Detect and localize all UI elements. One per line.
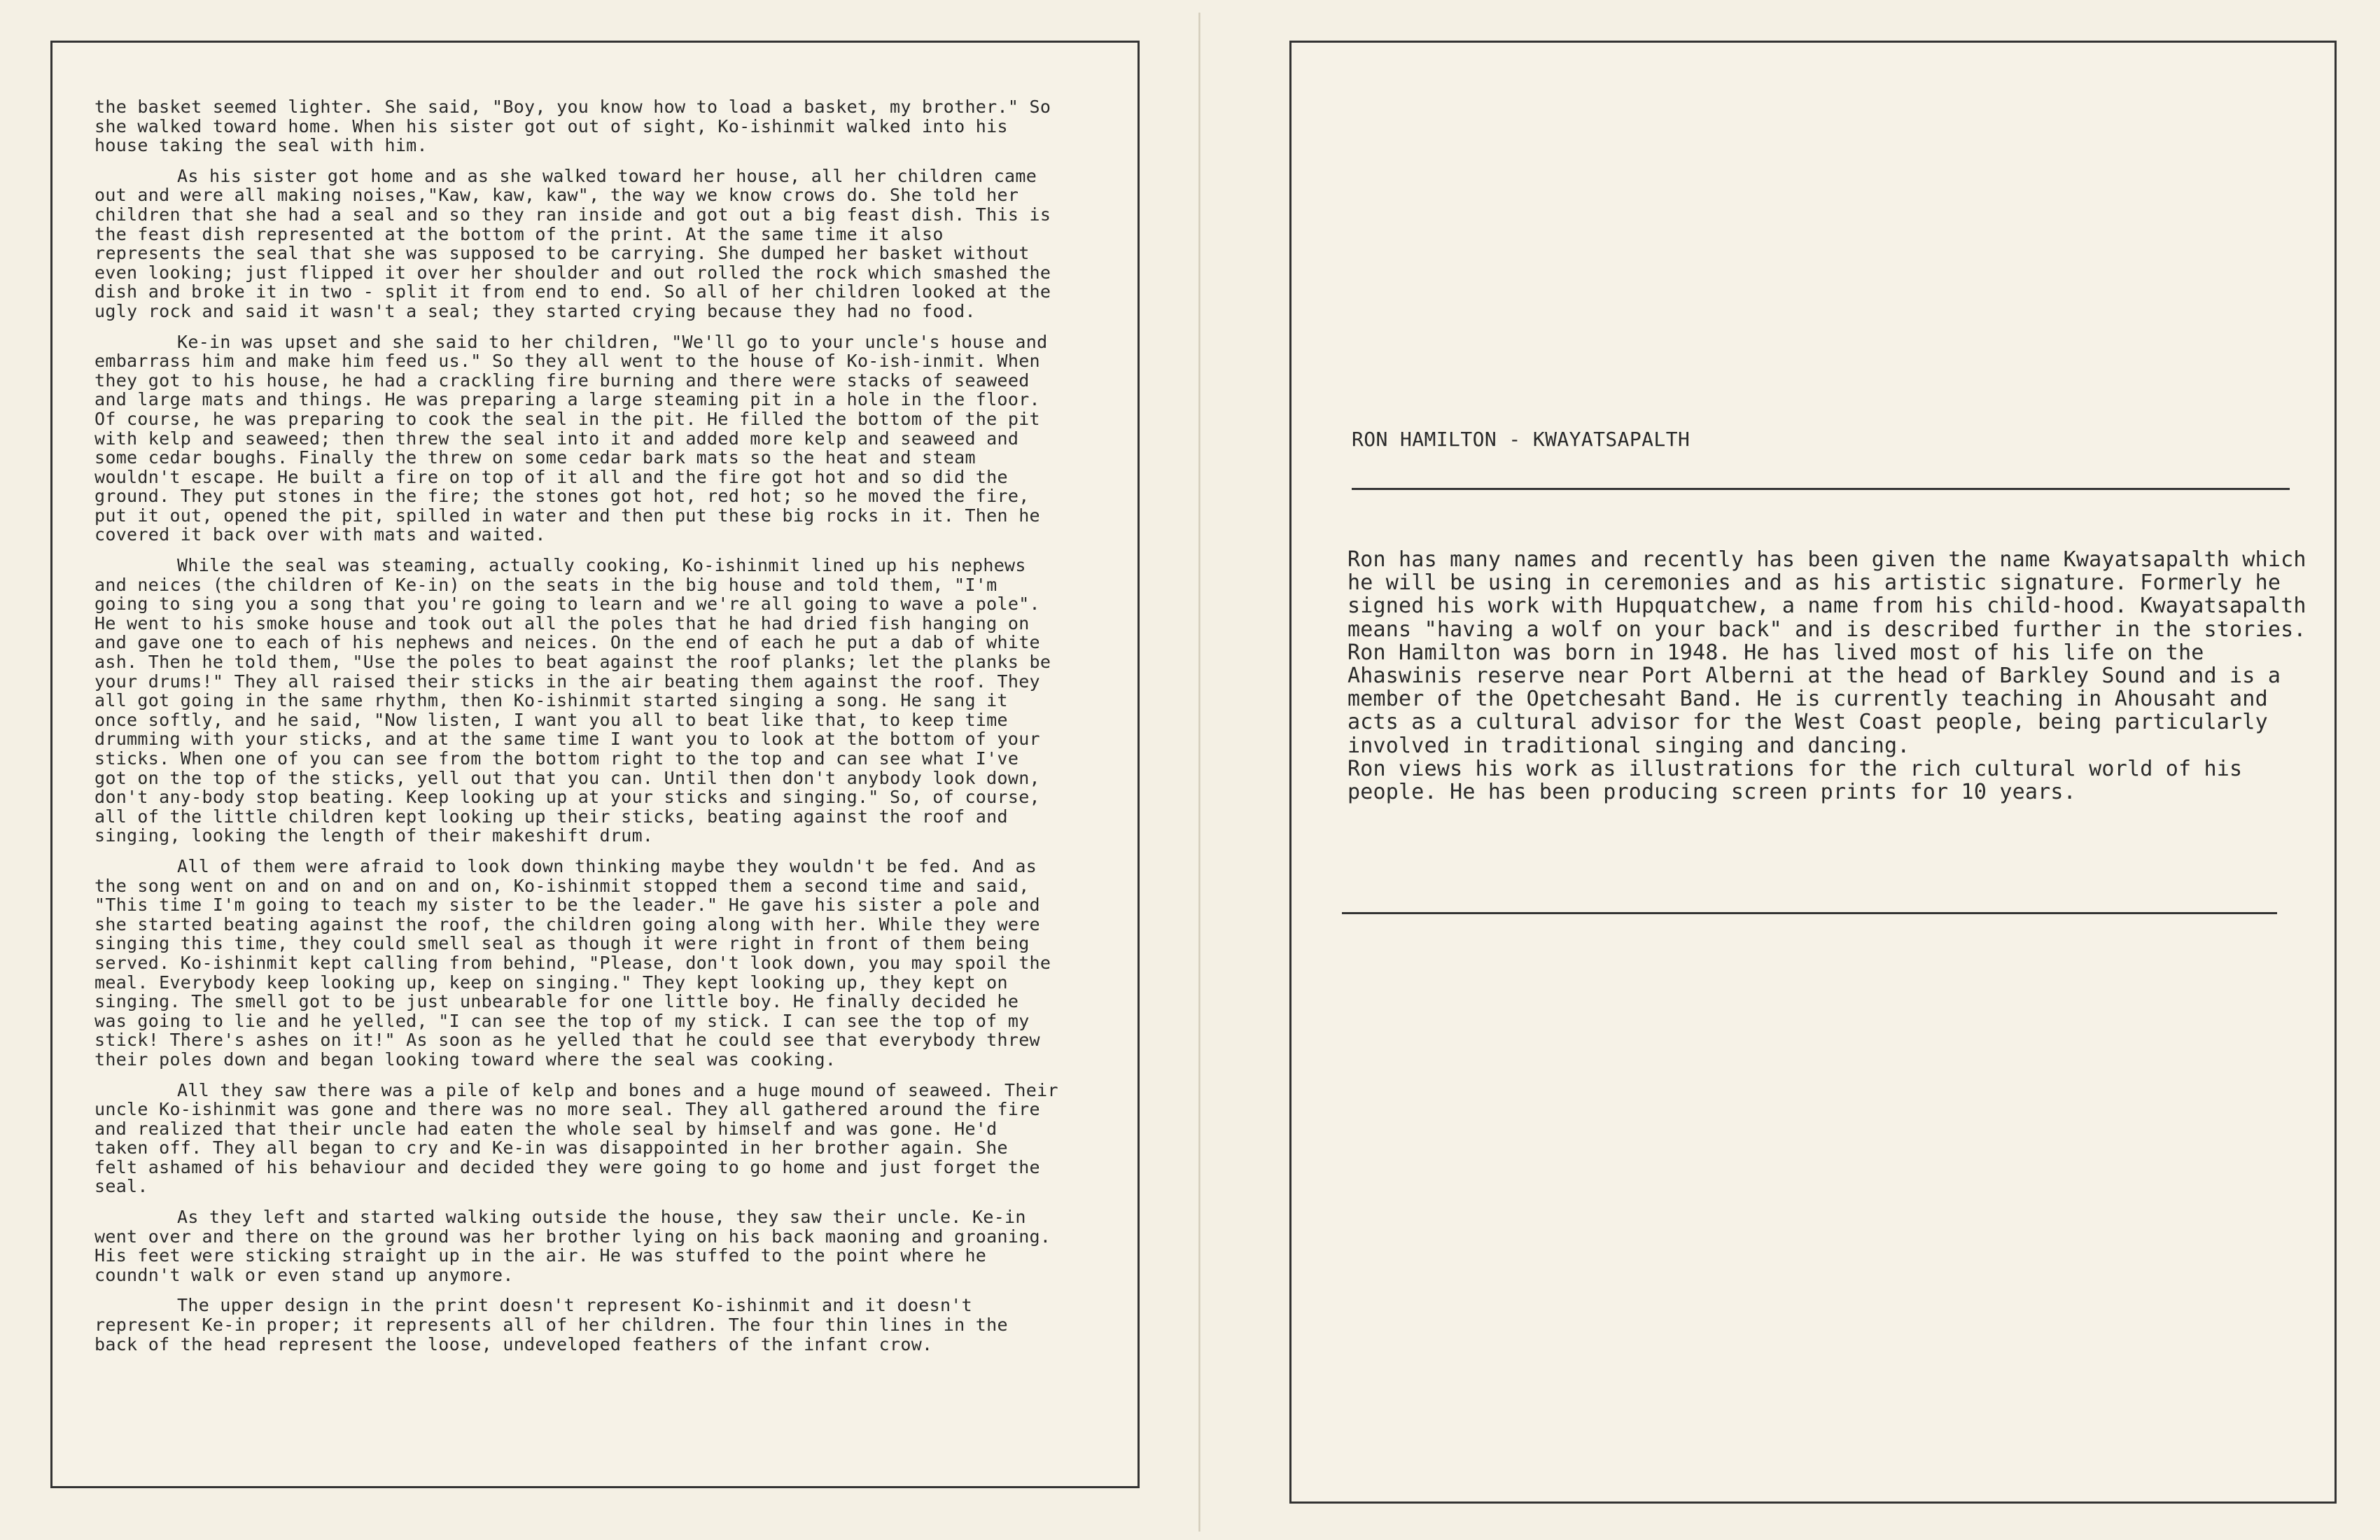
page-fold xyxy=(1198,13,1200,1532)
story-paragraph-5: All of them were afraid to look down thinking maybe they wouldn't be fed. And as the song went on and on and on and on, Ko-ishinmit stopped them a second time and said, "This time I'm going to teach my sister to be the leader." He gave his sister a pole and she started beating against the roof, the children going along with her. While they were singing this time, they could smell seal as though it were right in front of them being served. Ko-ishinmit kept calling from behind, "Please, don't look down, you may spoil the meal. Everybody keep looking up, keep on singing." They kept looking up, they kept on singing. The smell got to be just unbearable for one little boy. He finally decided he was going to lie and he yelled, "I can see the top of my stick. I can see the top of my stick! There's ashes on it!" As soon as he yelled that he could see that everybody threw their poles down and began looking toward where the seal was cooking. xyxy=(94,855,1051,1070)
bio-paragraph-2: Ron Hamilton was born in 1948. He has lived most of his life on the Ahaswinis reserve near Port Alberni at the head of Barkley Sound and is a member of the Opetchesaht Band. He is currently teaching in Ahousaht and acts as a cultural advisor for the West Coast people, being particularly involved in traditional singing and dancing. xyxy=(1348,640,2281,758)
bio-paragraph-1: Ron has many names and recently has been given the name Kwayatsapalth which he will be using in ceremonies and as his artistic signature. Formerly he signed his work with Hupquatchew, a name from his child-hood. Kwayatsapalth means "having a wolf on your back" and is described further in the stories. xyxy=(1348,547,2306,642)
story-paragraph-3: Ke-in was upset and she said to her children, "We'll go to your uncle's house and embarrass him and make him feed us." So they all went to the house of Ko-ish-inmit. When they got to his house, he had a crackling fire burning and there were stacks of seaweed and large mats and things. He was preparing a large steaming pit in a hole in the floor. Of course, he was preparing to cook the seal in the pit. He filled the bottom of the pit with kelp and seaweed; then threw the seal into it and added more kelp and seaweed and some cedar boughs. Finally the threw on some cedar bark mats so the heat and steam wouldn't escape. He built a fire on top of it all and the fire got hot and so did the ground. They put stones in the fire; the stones got hot, red hot; so he moved the fire, put it out, opened the pit, spilled in water and then put these big rocks in it. Then he covered it back over with mats and waited. xyxy=(94,331,1048,545)
story-paragraph-2: As his sister got home and as she walked toward her house, all her children came out and were all making noises,"Kaw, kaw, kaw", the way we know crows do. She told her children that she had a seal and so they ran inside and got out a big feast dish. This is the feast dish represented at the bottom of the print. At the same time it also represents the seal that she was supposed to be carrying. She dumped her basket without even looking; just flipped it over her shoulder and out rolled the rock which smashed the dish and broke it in two - split it from end to end. So all of her children looked at the ugly rock and said it wasn't a seal; they started crying because they had no food. xyxy=(94,165,1051,321)
story-paragraph-4: While the seal was steaming, actually cooking, Ko-ishinmit lined up his nephews and neices (the children of Ke-in) on the seats in the big house and told them, "I'm going to sing you a song that you're going to learn and we're all going to wave a pole". He went to his smoke house and took out all the poles that he had dried fish hanging on and gave one to each of his nephews and neices. On the end of each he put a dab of white ash. Then he told them, "Use the poles to beat against the roof planks; let the planks be your drums!" They all raised their sticks in the air beating them against the roof. They all got going in the same rhythm, then Ko-ishinmit started singing a song. He sang it once softly, and he said, "Now listen, I want you all to beat like that, to keep time drumming with your sticks, and at the same time I want you to look at the bottom of your sticks. When one of you can see from the bottom right to the top and can see what I've got on the top of the sticks, yell out that you can. Until then don't anybody look down, don't any-body stop beating. Keep looking up at your sticks and singing." So, of course, all of the little children kept looking up their sticks, beating against the roof and singing, looking the length of their makeshift drum. xyxy=(94,555,1051,846)
top-divider xyxy=(1352,488,2290,490)
bottom-divider xyxy=(1342,912,2277,914)
artist-title: RON HAMILTON - KWAYATSAPALTH xyxy=(1352,428,1690,451)
story-paragraph-6: All they saw there was a pile of kelp and bones and a huge mound of seaweed. Their uncle Ko-ishinmit was gone and there was no more seal. They all gathered around the fire and realized that their uncle had eaten the whole seal by himself and was gone. He'd taken off. They all began to cry and Ke-in was disappointed in her brother again. She felt ashamed of his behaviour and decided they were going to go home and just forget the seal. xyxy=(94,1079,1058,1197)
bio-paragraph-3: Ron views his work as illustrations for the rich cultural world of his people. He has been producing screen prints for 10 years. xyxy=(1348,756,2243,805)
story-paragraph-8: The upper design in the print doesn't represent Ko-ishinmit and it doesn't represent Ke-in proper; it represents all of her children. The four thin lines in the back of the head represent the loose, undeveloped feathers of the infant crow. xyxy=(94,1295,1008,1354)
left-page xyxy=(50,41,1140,1488)
artist-bio xyxy=(1348,548,2314,804)
story-paragraph-7: As they left and started walking outside the house, they saw their uncle. Ke-in went over and there on the ground was her brother lying on his back maoning and groaning. His feet were sticking straight up in the air. He was stuffed to the point where he coundn't walk or even stand up anymore. xyxy=(94,1207,1051,1285)
right-page xyxy=(1289,41,2337,1504)
story-paragraph-1: the basket seemed lighter. She said, "Boy, you know how to load a basket, my brother." So she walked toward home. When his sister got out of sight, Ko-ishinmit walked into his house taking the seal with him. xyxy=(94,97,1051,156)
